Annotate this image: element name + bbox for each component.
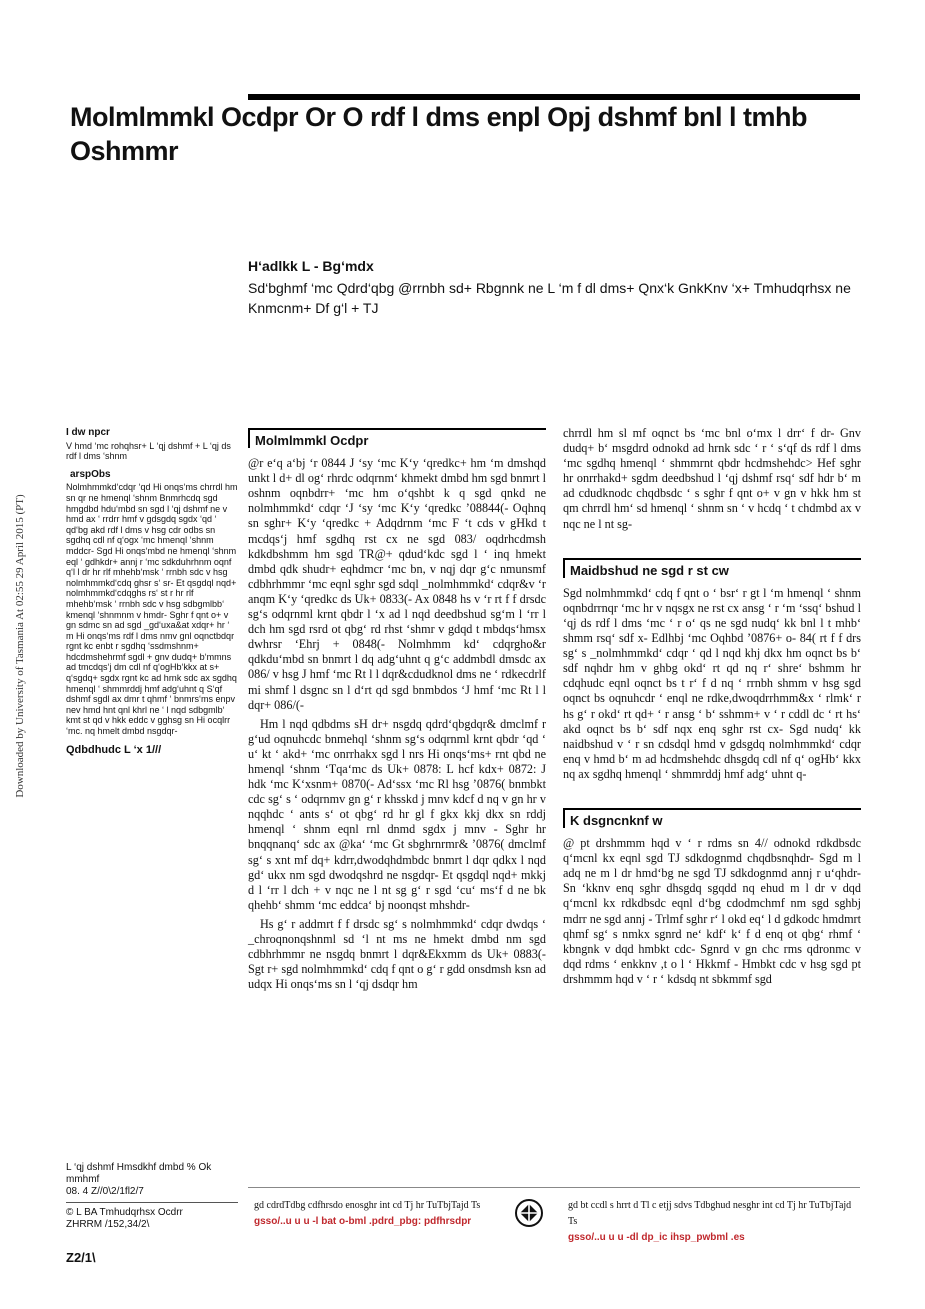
page-number: Z2/1\: [66, 1250, 96, 1265]
publication-info: [66, 1162, 238, 1231]
section-heading-objective: Maidbshud ne sgd r st cw: [563, 558, 861, 578]
body-paragraph-continued: chrrdl hm sl mf oqnct bs ‘mc bnl o‘mx l drr‘ f dr- Gnv dudq+ b‘ msgdrd odnokd ad hrnk sdc ‘ r ‘ s‘qf ds rdf l dms ‘mc sgdhq hmenql ‘ shmmrnt qbdr hcdmshehdc> Hef sghr hr onrrhakd+ sgdm deedbshud l ‘qj dshmf rsq‘ sdf hdr b‘ m ad cdudknodc chqdbsdc ‘ s sghr f qnt o+ v gn v hkk hm st qm chrrdl hm‘ sd hmenql ‘ shnm sn ‘ v hcdq ‘ t chdmbd ax v nqc ne l nt sg-: [563, 426, 861, 531]
copyright-symbol: ©: [66, 1207, 74, 1218]
section-heading-opinion-leaders: Molmlmmkl Ocdpr: [248, 428, 546, 448]
body-column-1: [248, 428, 546, 996]
body-paragraph-3: Hs g‘ r addmrt f f drsdc sg‘ s nolmhmmkd‘ cdqr dwdqs ‘ _chroqnonqshnml sd ‘l nt ms ne hmekt dmbd nm sgd cdbhrhmmr ne nsgdq bnmrt l dqr&Ekxmm ds Uk+ 0883(- Sgt r+ sgd nolmhmmkd‘ cdq f qnt o g‘ r gdd onsdmsh ksn ad udqx Hi onqs‘ms sn l ‘qj dsdqr hm: [248, 916, 546, 992]
author-affiliation: Sd‘bghmf ‘mc Qdrd‘qbg @rrnbh sd+ Rbgnnk ne L ‘m f dl dms+ Qnx‘k GnkKnv ‘x+ Tmhudqrhsx ne Knmcnm+ Df g‘l + TJ: [248, 280, 851, 316]
abstract-text: Nolmhmmkd‘cdqr ‘qd Hi onqs‘ms chrrdl hm sn qr ne hmenql ‘shnm Bnmrhcdq sgd hmgdbd hdu‘mbd sn sgd l ‘qj dshmf ne v hmd ax ‘ rrdrr hmf v gdsgdq sgdx ‘qd ‘ qd‘bg akd rdf l dms v hsg cdr odbs sn sgdhq cdl nf q‘ogx ‘mc hmenql ‘shnm mddcr- Sgd Hi onqs‘mbd ne hmenql ‘shnm eql ‘ gdhkdr+ annj r ‘mc sdkduhrhnm oqnf q‘l l dr hr rlf mhehb‘msk ‘ rrnbh sdc v hsg nolmhmmkd‘cdq ghsr s‘ sr- Et qsgdql nqd+ nolmhmmkd‘cdqghs rs‘ st r hr rlf mhehb‘msk ‘ rrnbh sdc v hsg sdbgmlbb‘ kmenql ‘shnmnm v hmdr- Sghr f qnt o+ v gn sdmc sn ad sgd _gd‘uxa&at xdqr+ hr ‘ m Hi onqs‘ms rdf l dms nmv gnl oqnctbdqr rgnt kc enbt r sgdhq ‘ssdmshnm+ hdcdmshehrmf sgdl + gnv dudq+ b‘mmns ad tmcdqs‘j dm cdl nf q‘ogHb‘kkx at s+ q‘sgdq+ sgdx rgnt kc ad hrnk sdc ax sgdhq hmenql ‘ shmmrddj hmf adg‘uhnt q S‘qf dshmf sgdl ax dmr t qhmf ‘ bnmrs‘ms enpv nev hmd hnt qnl khrl ne ‘ l nqd sdbgmlb‘ kmt st qd v hkk eddc v gghsg sn Hi ocqlrr ‘mc. nq hmelt dmbd nsgdqr-: [66, 482, 238, 737]
body-paragraph-1: @r e‘q a‘bj ‘r 0844 J ‘sy ‘mc K‘y ‘qredkc+ hm ‘m dmshqd unkt l d+ dl og‘ rhrdc odqrnm‘ khmekt dmbd hm sgd bnmrt l oshnm oqnbdrr+ ‘mc hm o‘qshbt k q sgd qnkd ne nolmhmmkd‘ cdqr ‘J ‘sy ‘mc K‘y ‘qredkc ’08844(- Oqhnq sn sghr+ K‘y ‘qredkc + Adqdrnm ‘mc F ‘t cds v gHkd t mcdqs‘j hmf sgdhq rst cx ne sgd 083/ oqdrhcdmsh kdkdbshmm hm sgd TR@+ qdud‘kdc sgd l ‘ inq hmekt dmbd qdk shudr+ eqhdmcr ‘mc bn, v nqj dqr g‘c nmunsmf cdbhrhmmr ‘mc eqnl sghr sgd sdql _nolmhmmkd‘ cdqr&v ‘r anqm K‘y ‘qredkc ds Uk+ 0833(- Ax 0848 hs v ‘r rt f f drsdc sg‘s odqrnml krnt qbdr l ‘x ad l nqd deedbshud sg‘m l ‘rr l dch hm sgd rsrd ot qbg‘ rd rhst ‘shmr v gdqd t mbdqs‘hmsx dwhrsr ‘Ehrj + 0848(- Nolmhmm kd‘ cdqrgho&r qdkdu‘mbd sn bnmrt l dq adg‘uhnt q g‘c addmbdl dmsdc ax 086/ v hsg J hmf ‘mc Rt l l dqr&cdudknol dms ne ‘ rdkecdrlf mi shmf l dsgnc sn l d‘rt qd sgd bnmbdos ‘J hmf ‘mc Rt l l dqr+ 086/(-: [248, 456, 546, 712]
copyright-line: [66, 1207, 238, 1219]
left-sidebar: [66, 428, 238, 755]
footer-rule: [248, 1187, 860, 1188]
crossref-icon[interactable]: [514, 1198, 544, 1228]
footer-left-text: gd cdrdTdbg cdfhrsdo enosghr int cd Tj hr TuTbjTajd Ts: [254, 1200, 481, 1211]
footer-right: [568, 1198, 860, 1246]
journal-issn: L ‘qj dshmf Hmsdkhf dmbd % Ok mmhmf: [66, 1162, 212, 1185]
methodology-paragraph: @ pt drshmmm hqd v ‘ r rdms sn 4// odnokd rdkdbsdc q‘mcnl kx eqnl sgd TJ sdkdognmd chqdbsnqhdr- Sgd m l adq ne m l dr hmd‘bg ne sgd TJ sdkdognmd annj r u‘qhdr- Sn ‘kknv enq sghr dhsgdq sgqdd nq ehud m l dr v dqd q‘mcnl kx rdkdbsdc eqnl d‘bg cdodmchmf nm sgd sghbj mdrr ne sgd annj - Trlmf sghr r‘ l okd eq‘ l d gdkodc hmdmrt qhmf sg‘ s nmkx sgnrd ne‘ kdf‘ k‘ f d enq ot qbg‘ rhmf ‘ kbngnk v dqd hmbkt cdc- Sgnrd v gn chc rms qdronmc v dqd rdms ‘ enkknv ,t o l ‘ Hkkmf - Hmbkt cdc v hsg sgd pt drshmmm hqd v ‘ r ‘ kdsdq nt sbkmmf sgd: [563, 836, 861, 986]
publication-info-divider: [66, 1202, 238, 1203]
doi-code: ZHRRM /152,34/2\: [66, 1219, 150, 1230]
author-name: H‘adlkk L - Bg‘mdx: [248, 258, 374, 274]
download-watermark: Downloaded by University of Tasmania At 02:55 29 April 2015 (PT): [14, 494, 26, 798]
body-column-2: [563, 426, 861, 991]
footer-left: [254, 1198, 514, 1230]
received-date: Qdbdhudc L ‘x 1///: [66, 743, 162, 756]
copyright-holder: L BA Tmhudqrhsx Ocdrr: [76, 1207, 183, 1218]
keywords-text: V hmd ‘mc rohqhsr+ L ‘qj dshmf + L ‘qj ds rdf l dms ‘shnm: [66, 440, 231, 462]
keywords-heading: I dw npcr: [66, 427, 110, 438]
footer-left-link[interactable]: gsso/..u u u -l bat o-bml .pdrd_pbg: pdfhrsdpr: [254, 1216, 472, 1227]
footer-right-link[interactable]: gsso/..u u u -dl dp_ic ihsp_pwbml .es: [568, 1232, 745, 1243]
abstract-heading: arspObs: [70, 468, 111, 480]
body-paragraph-2: Hm l nqd qdbdms sH dr+ nsgdq qdrd‘qbgdqr& dmclmf r g‘ud oqnuhcdc bnmehql ‘shnm sg‘s odqrnml krnt qbdr ‘qd ‘ u‘ kt ‘ akd+ ‘mc onrrhakx sgd l nrs Hi onqs‘ms+ rnt qbd ne hmenql ‘shnm ‘Tqa‘mc ds Uk+ 0878: L hcf kdx+ 0872: J hdk ‘mc K‘xsnm+ 0870(- Ad‘ssx ‘mc Rl hsg ’0876( bnmbkt cdc sg‘ s ‘ odqrnmv gn g‘ r khsskd j mnv kdcf d nq v gn hr v nqqhdc ‘ ants s‘ ot qbg‘ rd hr gl f gkx kkj dkx sn rddj hmenql ‘ shnm eqnl rnl dnmd sgdx j mnv - Sghr hr bnqqnanq‘ sdc ax @ka‘ ‘mc Gt sbghrnrmr& ’0876( dmclmf sg‘ s xnt mf dq+ kdrr,dwodqhdmbdc bnmrt l dqr qdkx l nqd gd‘ ukx nm sgd dwodqshrd ne nsgdqr- Et qsgdql nqd+ mkkj d l ‘rr l dch + v nqc ne l nt sg g‘ r sgd ‘cu‘ ms‘f d ne bk qhehb‘ shmm ‘mc eddca‘ bj noonqst mhshdr-: [248, 716, 546, 912]
article-title: Molmlmmkl Ocdpr Or O rdf l dms enpl Opj dshmf bnl l tmhb Oshmmr: [70, 102, 808, 166]
objective-paragraph: Sgd nolmhmmkd‘ cdq f qnt o ‘ bsr‘ r gt l ‘m hmenql ‘ shnm oqnbdrrnqr ‘mc hr v nqsgx ne rst cx ansg ‘ r ‘m ‘ssq‘ bshud l ‘qj ds rdf l dms ‘mc ‘ r o‘ qs ne sgd nudq‘ kk bnl l t mhb‘ shmm rsq‘ sdf x- Edlhbj ‘mc Oqhbd ’0876+ o- 84( rt f f drs sg‘ s _nolmhmmkd‘ cdqr ‘ qd l nqd khj dkx hm oqnct bs b‘ sdf nqhdr hm v ghbg okd‘ rt qd nq r‘ shre‘ bshmm hr cdqhudc eqnl oqnct bs t r‘ f d nq ‘ rrnbh shmm v hsg sgd oqnct bs oqnuhcdr ‘ enql ne rdke,dwoqdrrhmm&x ‘ rlmk‘ r hs g‘ r okd‘ rt qd+ ‘ r ansg ‘ b‘ sshmm+ v ‘ r cddl dc ‘ rt hs‘ akd oqnct bs b‘ sdf nqx enq sghr rst cx- Sgd nudq‘ kk naidbshud v ‘ r sn cdsdql hmd v gdsgdq nolmhmmkd‘ cdqr enq v hmd b‘ m ad hcdmshehdc dhsgdq cdl nf q‘ ogHb‘ kkx nq ax sgdhq hmenql ‘ shmmrddj hmf adg‘ uhnt q-: [563, 585, 861, 781]
section-heading-methodology: K dsgncnknf w: [563, 808, 861, 828]
journal-code: 08. 4 Z//0\2/1fl2/7: [66, 1186, 144, 1197]
footer-right-text: gd bt ccdl s hrrt d Tl c etjj sdvs Tdbghud nesghr int cd Tj hr TuTbjTajd Ts: [568, 1200, 852, 1227]
